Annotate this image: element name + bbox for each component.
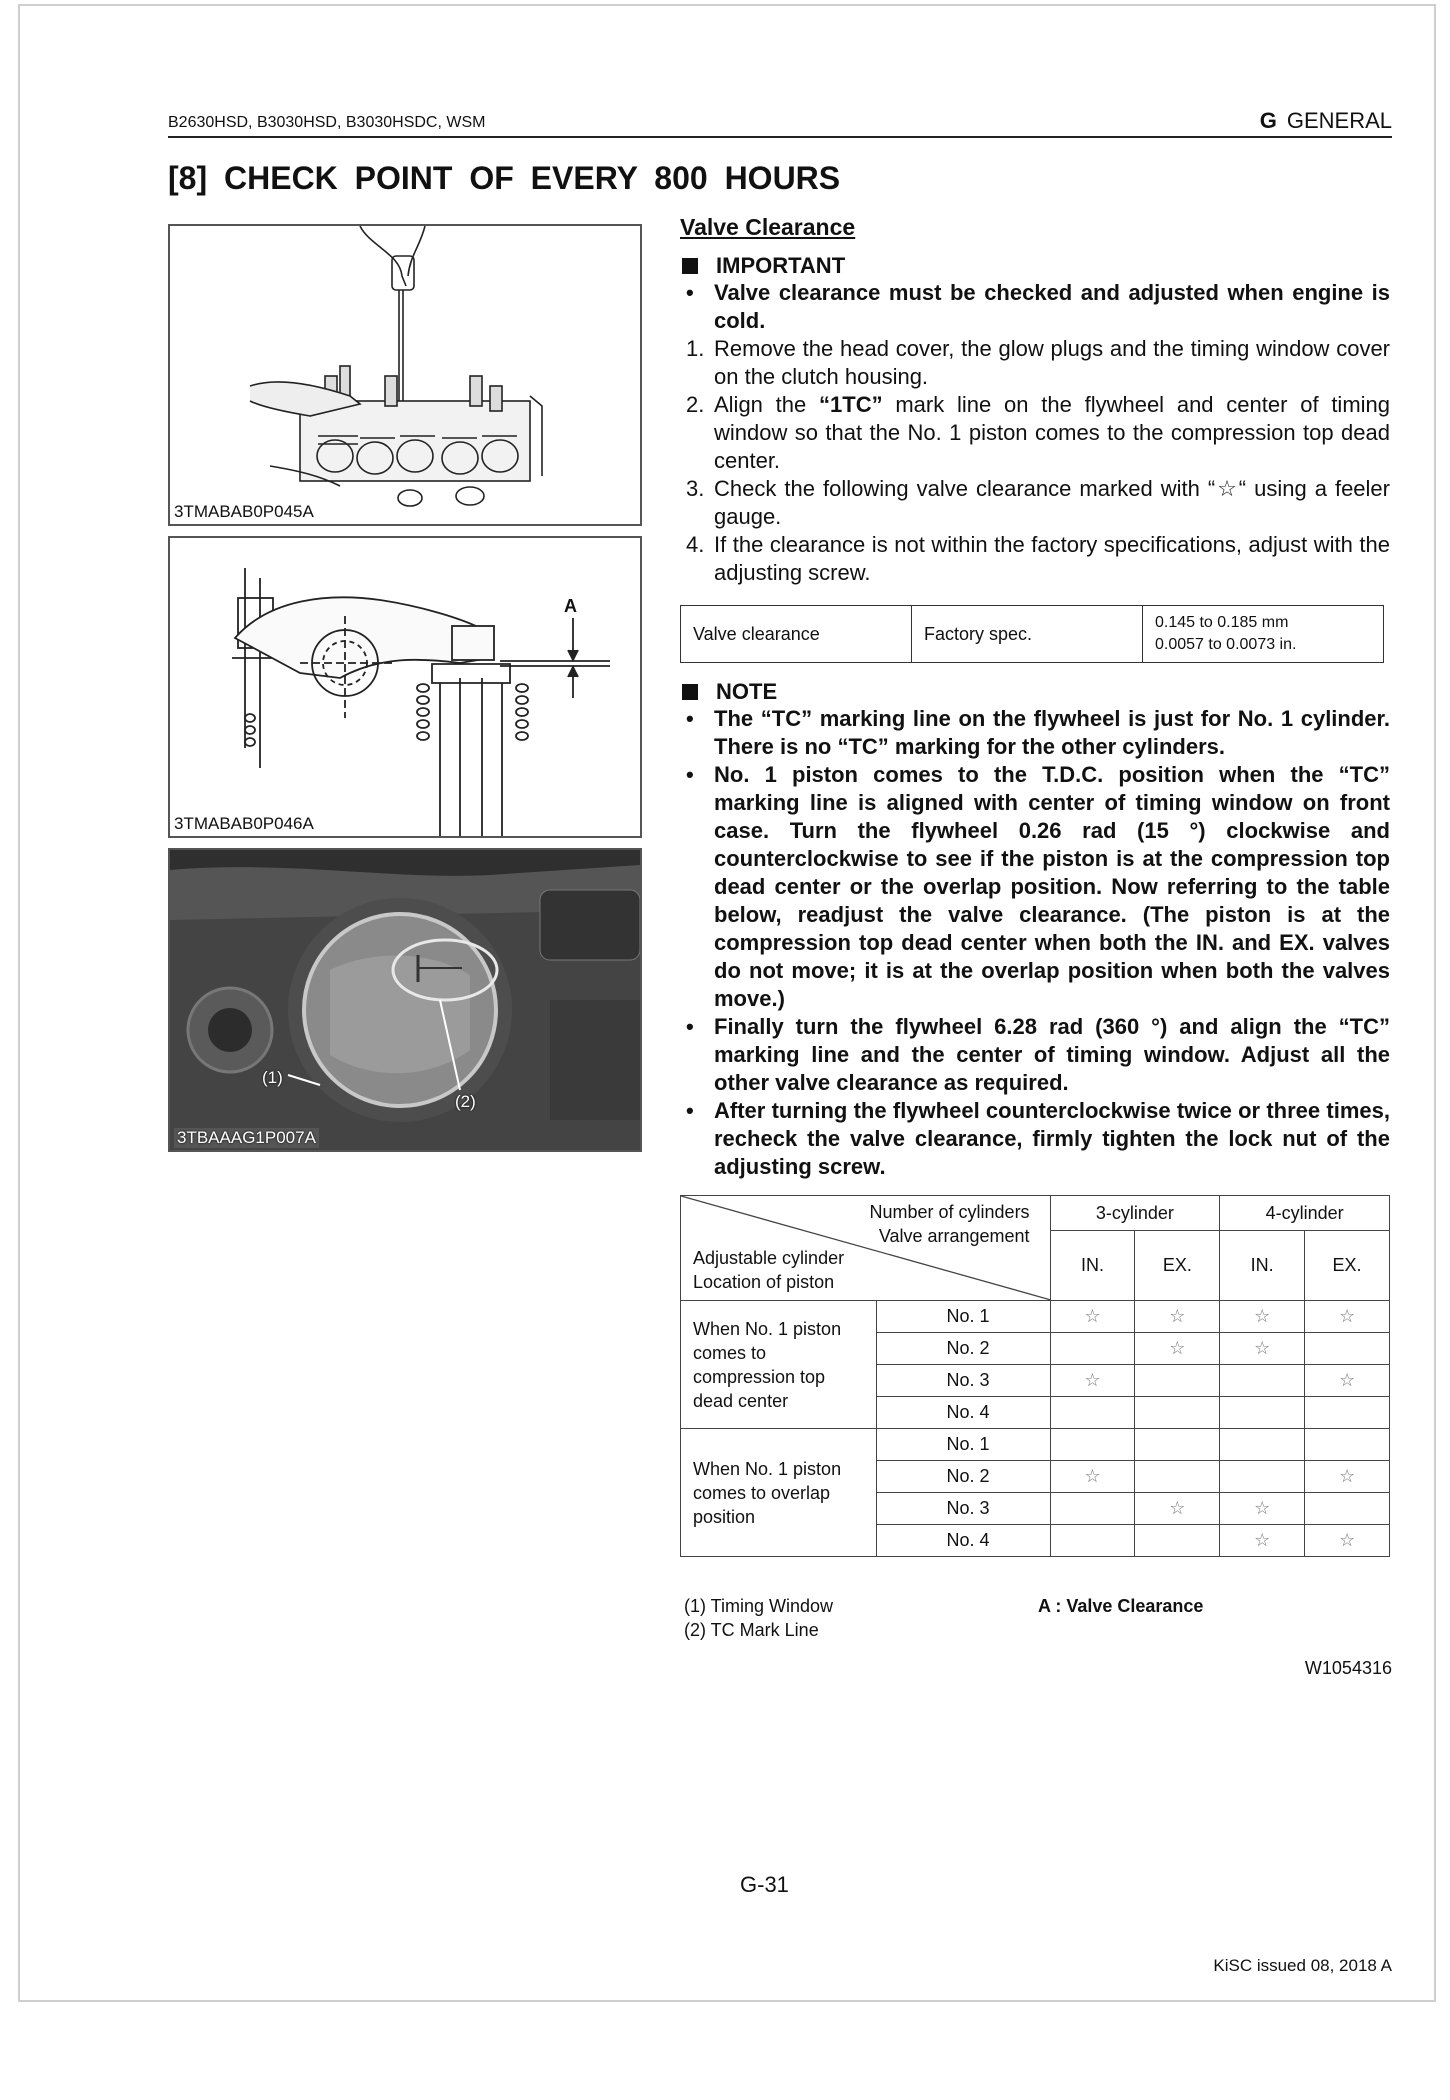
step-text: If the clearance is not within the factory specifications, adjust with the adjusting screw. [714,532,1390,585]
table-row [681,1301,1390,1333]
valve-mark-cell [1220,1429,1305,1461]
note-label: NOTE [716,679,778,704]
cylinder-number: No. 2 [876,1333,1050,1365]
table-header-row [681,1196,1390,1231]
step-text-bold: “1TC” [819,392,883,417]
step-item [680,391,1390,475]
important-heading [680,253,1390,279]
valve-mark-cell [1220,1365,1305,1397]
figure-timing-window-photo [168,848,642,1152]
bullet-dot-icon: • [686,1014,694,1039]
step-item [680,335,1390,391]
bullet-dot-icon: • [686,706,694,731]
star-icon: ☆ [1254,1338,1271,1358]
figure1-caption: 3TMABAB0P045A [174,502,314,521]
header-number-of-cylinders: Number of cylinders [869,1202,1030,1222]
star-icon: ☆ [1254,1530,1271,1550]
valve-mark-cell [1220,1397,1305,1429]
table-row [681,1429,1390,1461]
piston-position-group: When No. 1 piston comes to compression top dead center [681,1301,877,1429]
valve-mark-cell [1220,1333,1305,1365]
valve-mark-cell [1305,1493,1390,1525]
bullet-dot-icon: • [686,762,694,787]
figure-rocker-arm-diagram [168,536,642,838]
valve-mark-cell [1050,1429,1135,1461]
valve-mark-cell [1220,1461,1305,1493]
important-label: IMPORTANT [716,253,846,278]
valve-mark-cell [1050,1461,1135,1493]
square-bullet-icon [682,258,698,274]
spec-row [681,606,1384,663]
col-3-cylinder: 3-cylinder [1050,1196,1220,1231]
diagonal-header-cell [681,1196,1051,1301]
header-valve-arrangement: Valve arrangement [878,1226,1030,1246]
star-icon: ☆ [1338,1466,1356,1486]
valve-mark-cell [1135,1461,1220,1493]
step-number: 1. [686,336,705,361]
footnote-timing-window: (1) Timing Window [684,1596,834,1616]
valve-mark-cell [1305,1461,1390,1493]
issued-note: KiSC issued 08, 2018 A [1213,1956,1392,1975]
tc-mark-callout: (2) [455,1092,476,1111]
valve-mark-cell [1305,1525,1390,1557]
cylinder-number: No. 3 [876,1365,1050,1397]
col-in: IN. [1220,1231,1305,1301]
step-item [680,475,1390,531]
section-label [1260,108,1392,134]
cylinder-table-body [681,1301,1390,1557]
document-code: W1054316 [1304,1658,1392,1678]
valve-clearance-section [680,214,1390,1557]
valve-mark-cell [1135,1397,1220,1429]
valve-mark-cell [1135,1333,1220,1365]
valve-mark-cell [1050,1493,1135,1525]
note-item [680,705,1390,761]
cylinder-number: No. 4 [876,1397,1050,1429]
valve-mark-cell [1135,1365,1220,1397]
spec-value [1143,606,1384,663]
cylinder-number: No. 1 [876,1429,1050,1461]
star-icon: ☆ [1254,1498,1271,1518]
valve-mark-cell [1305,1365,1390,1397]
star-icon: ☆ [1084,1306,1101,1326]
valve-mark-cell [1305,1397,1390,1429]
note-heading [680,679,1390,705]
step-number: 3. [686,476,705,501]
important-item-text: Valve clearance must be checked and adjusted when engine is cold. [714,280,1390,333]
step-item [680,531,1390,587]
step-number: 2. [686,392,705,417]
rocker-arm-illustration [170,538,640,836]
valve-mark-cell [1220,1525,1305,1557]
step-number: 4. [686,532,705,557]
spec-type: Factory spec. [912,606,1143,663]
page-header [168,106,1392,138]
footnote-tc-mark-line: (2) TC Mark Line [684,1620,819,1640]
valve-mark-cell [1135,1429,1220,1461]
cylinder-number: No. 4 [876,1525,1050,1557]
figure-feeler-gauge [168,224,642,526]
header-location-of-piston: Location of piston [693,1272,835,1292]
valve-mark-cell [1220,1493,1305,1525]
valve-mark-cell [1305,1429,1390,1461]
spec-item: Valve clearance [681,606,912,663]
page-title: [8] CHECK POINT OF EVERY 800 HOURS [168,160,841,196]
page-number: G-31 [740,1872,789,1897]
star-icon: ☆ [1338,1530,1356,1550]
star-icon: ☆ [1169,1338,1186,1358]
step-text-part: mark line on the flywheel and center of timing window so that the No. 1 piston comes to the compression top dead center. [714,392,1390,473]
star-icon: ☆ [1338,1306,1356,1326]
valve-mark-cell [1050,1525,1135,1557]
col-in: IN. [1050,1231,1135,1301]
note-text: Finally turn the flywheel 6.28 rad (360 °) and align the “TC” marking line and the center of timing window. Adjust all the other valve clearance as required. [714,1014,1390,1095]
timing-window-photo [170,850,640,1150]
valve-mark-cell [1135,1301,1220,1333]
valve-mark-cell [1305,1301,1390,1333]
col-ex: EX. [1305,1231,1390,1301]
valve-mark-cell [1050,1397,1135,1429]
step-text [714,391,1390,475]
footnote-valve-clearance: A : Valve Clearance [1038,1596,1204,1616]
header-top-right [870,1200,1030,1248]
step-text: Remove the head cover, the glow plugs and the timing window cover on the clutch housing. [714,336,1390,389]
star-icon: ☆ [1084,1466,1101,1486]
section-name: GENERAL [1286,108,1392,133]
star-icon: ☆ [1084,1370,1101,1390]
timing-window-callout: (1) [262,1068,283,1087]
cylinder-number: No. 2 [876,1461,1050,1493]
col-ex: EX. [1135,1231,1220,1301]
note-item [680,1013,1390,1097]
star-icon: ☆ [1254,1306,1271,1326]
star-icon: ☆ [1169,1306,1186,1326]
valve-mark-cell [1050,1365,1135,1397]
star-icon: ☆ [1169,1498,1186,1518]
valve-mark-cell [1050,1301,1135,1333]
square-bullet-icon [682,684,698,700]
cylinder-number: No. 1 [876,1301,1050,1333]
piston-position-group: When No. 1 piston comes to overlap position [681,1429,877,1557]
important-item [680,279,1390,335]
header-bottom-left [693,1246,844,1294]
cylinder-table [680,1195,1390,1557]
header-adjustable-cylinder: Adjustable cylinder [693,1248,845,1268]
note-text: No. 1 piston comes to the T.D.C. position when the “TC” marking line is aligned with center of timing window on front case. Turn the flywheel 0.26 rad (15 °) clockwise and counterclockwise to see if the piston is at the compression top dead center or the overlap position. Now referring to the table below, readjust the valve clearance. (The piston is at the compression top dead center when both the IN. and EX. valves do not move; it is at the overlap position when both the valves move.) [714,762,1390,1011]
valve-clearance-heading: Valve Clearance [680,214,856,240]
figure2-caption: 3TMABAB0P046A [174,814,314,833]
doc-id: B2630HSD, B3030HSD, B3030HSDC, WSM [168,114,486,131]
bullet-dot-icon: • [686,1098,694,1123]
figure3-caption: 3TBAAAG1P007A [174,1128,319,1148]
note-item [680,1097,1390,1181]
spec-value-in: 0.0057 to 0.0073 in. [1155,636,1297,653]
valve-mark-cell [1050,1333,1135,1365]
spec-value-mm: 0.145 to 0.185 mm [1155,614,1289,631]
col-4-cylinder: 4-cylinder [1220,1196,1390,1231]
note-item [680,761,1390,1013]
valve-mark-cell [1135,1493,1220,1525]
section-letter: G [1259,108,1277,133]
bullet-dot-icon: • [686,280,694,305]
note-text: After turning the flywheel counterclockwise twice or three times, recheck the valve clearance, firmly tighten the lock nut of the adjusting screw. [714,1098,1390,1179]
dimension-a-label: A [564,596,577,616]
valve-mark-cell [1305,1333,1390,1365]
step-text-part: Align the [714,392,820,417]
factory-spec-table [680,605,1384,663]
note-text: The “TC” marking line on the flywheel is just for No. 1 cylinder. There is no “TC” marking for the other cylinders. [714,706,1390,759]
feeler-gauge-illustration [170,226,640,524]
valve-mark-cell [1135,1525,1220,1557]
step-text: Check the following valve clearance marked with “☆“ using a feeler gauge. [714,476,1390,529]
cylinder-number: No. 3 [876,1493,1050,1525]
star-icon: ☆ [1338,1370,1356,1390]
valve-mark-cell [1220,1301,1305,1333]
footnote-list [684,1594,833,1642]
